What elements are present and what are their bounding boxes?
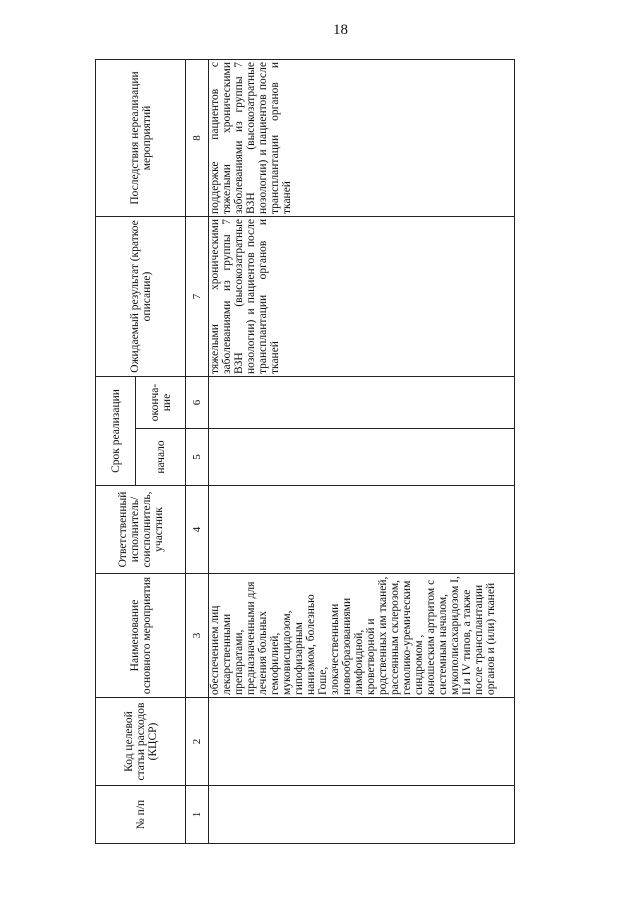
cell-num bbox=[209, 786, 515, 844]
cell-measure-name: обеспечением лиц лекарственными препаратами, предназначенными для лечения больных гемофилией, муковисцидозом, гипофизарным нанизмом, болезнью Гоше, злокачественными новообразованиями лимфоидной, кроветворной и родственных им тканей, рассеянным склерозом, гемолико-уремическим синдромом , юношеским артритом с системным началом, мукополисахаридозом I, II и IV типов, а также после трансплантации органов и (или) тканей bbox=[209, 574, 515, 698]
header-expected-result: Ожидаемый результат (краткое описание) bbox=[96, 217, 186, 377]
cell-expected-result: тяжелыми хроническими заболеваниями из группы 7 ВЗН (высокозатратные нозологии) и пациентов после трансплантации органов и тканей bbox=[209, 217, 515, 377]
cell-end bbox=[209, 377, 515, 429]
column-number: 8 bbox=[186, 60, 209, 217]
page-number: 18 bbox=[333, 22, 348, 38]
header-period: Срок реализации bbox=[96, 377, 136, 486]
header-row bbox=[96, 60, 136, 844]
column-number: 3 bbox=[186, 574, 209, 698]
header-consequences: Последствия нереализации мероприятий bbox=[96, 60, 186, 217]
cell-consequences: поддержке пациентов с тяжелыми хроническими заболеваниями из группы 7 ВЗН (высокозатратные нозологии) и пациентов после трансплантации органов и тканей bbox=[209, 60, 515, 217]
header-start: начало bbox=[136, 429, 186, 486]
column-number-row bbox=[186, 60, 209, 844]
header-num: № п/п bbox=[96, 786, 186, 844]
column-number: 4 bbox=[186, 486, 209, 574]
header-kcsr: Код целевой статьи расходов (КЦСР) bbox=[96, 698, 186, 786]
cell-responsible bbox=[209, 486, 515, 574]
column-number: 5 bbox=[186, 429, 209, 486]
column-number: 2 bbox=[186, 698, 209, 786]
column-number: 1 bbox=[186, 786, 209, 844]
header-end: оконча-ние bbox=[136, 377, 186, 429]
column-number: 6 bbox=[186, 377, 209, 429]
rotated-table-container bbox=[95, 60, 515, 844]
cell-kcsr bbox=[209, 698, 515, 786]
header-responsible: Ответственный исполнитель/ соисполнитель, участник bbox=[96, 486, 186, 574]
cell-start bbox=[209, 429, 515, 486]
header-measure-name: Наименование основного мероприятия bbox=[96, 574, 186, 698]
column-number: 7 bbox=[186, 217, 209, 377]
measures-table bbox=[95, 59, 515, 844]
table-row bbox=[209, 60, 515, 844]
